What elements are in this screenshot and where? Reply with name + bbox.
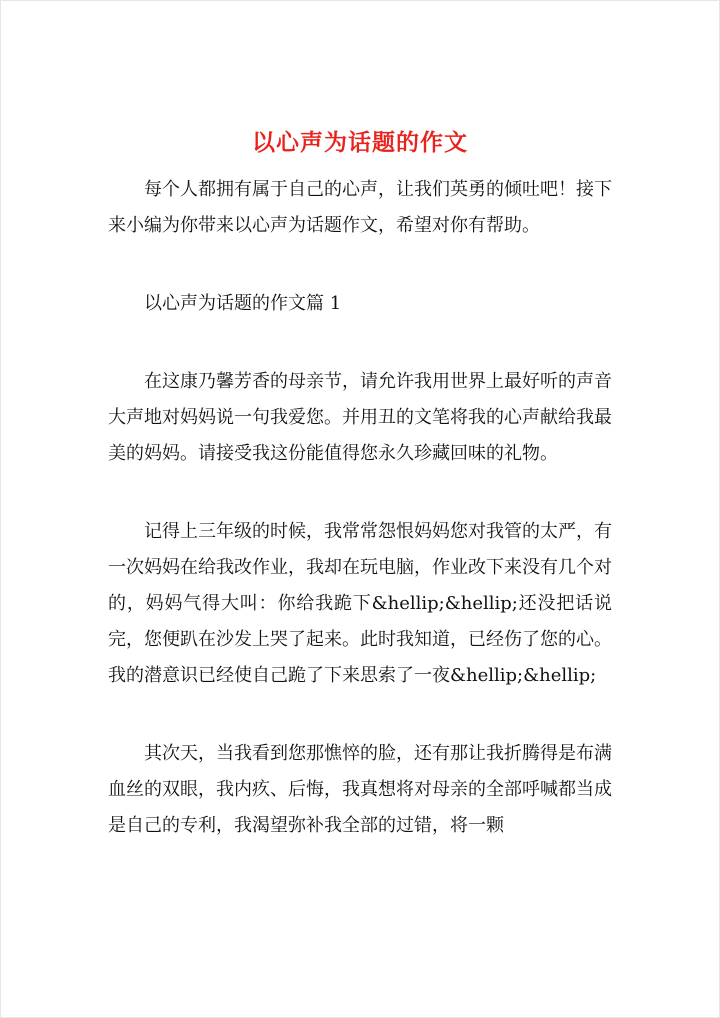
section-heading: 以心声为话题的作文篇 1 <box>144 293 342 314</box>
body-paragraph-3: 其次天，当我看到您那憔悴的脸，还有那让我折腾得是布满血丝的双眼，我内疚、后悔，我真想将对母亲的全部呼喊都当成是自己的专利，我渴望弥补我全部的过错，将一颗 <box>108 743 612 836</box>
document-body <box>108 172 612 886</box>
intro-paragraph: 每个人都拥有属于自己的心声，让我们英勇的倾吐吧！接下来小编为你带来以心声为话题作文，希望对你有帮助。 <box>108 179 612 236</box>
document-title: 以心声为话题的作文 <box>252 129 468 157</box>
body-paragraph-2: 记得上三年级的时候，我常常怨恨妈妈您对我管的太严，有一次妈妈在给我改作业，我却在玩电脑，作业改下来没有几个对的，妈妈气得大叫：你给我跪下&hellip;&hellip;还没把话说完，您便趴在沙发上哭了起来。此时我知道，已经伤了您的心。我的潜意识已经使自己跪了下来思索了一夜&hellip;&hellip; <box>108 521 612 686</box>
body-paragraph-1: 在这康乃馨芳香的母亲节，请允许我用世界上最好听的声音大声地对妈妈说一句我爱您。并用丑的文笔将我的心声献给我最美的妈妈。请接受我这份能值得您永久珍藏回味的礼物。 <box>108 371 612 464</box>
